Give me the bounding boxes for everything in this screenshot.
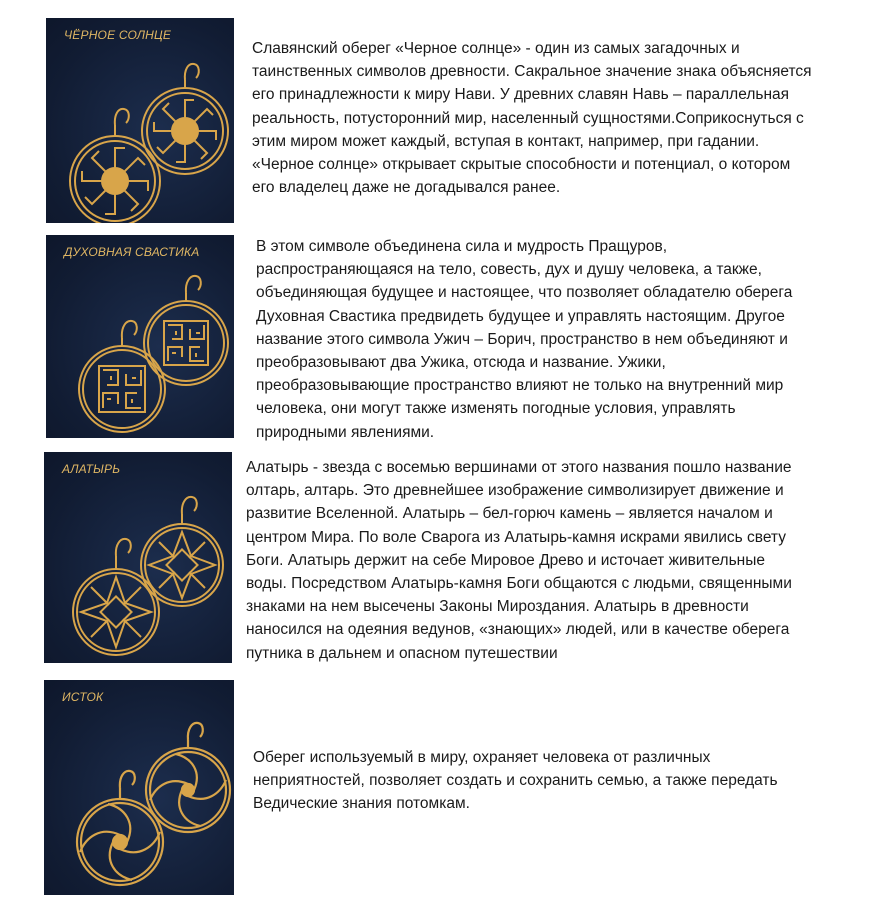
panel-title: ИСТОК (62, 690, 104, 704)
spiritual-svastika-earrings-icon (46, 235, 234, 438)
istok-spiral-earrings-icon (44, 680, 234, 895)
alatyr-panel (44, 452, 232, 663)
istok-description: Оберег используемый в миру, охраняет человека от различных неприятностей, позволяет создать и сохранить семью, а также передать Ведические знания потомкам. (253, 749, 778, 813)
alatyr-star-earrings-icon (44, 452, 232, 663)
black-sun-description: Славянский оберег «Черное солнце» - один из самых загадочных и таинственных символов древности. Сакральное значение знака объясняется его принадлежности к миру Нави. У древних славян Навь – параллельная реальность, потусторонний мир, населенный сущностями.Соприкоснуться с этим миром может каждый, вступая в контакт, например, при гадании. «Черное солнце» открывает скрытые способности и потенциал, о котором его владелец даже не догадывался ранее. (252, 40, 812, 197)
panel-title: ЧЁРНОЕ СОЛНЦЕ (64, 28, 172, 42)
spiritual-svastika-description: В этом символе объединена сила и мудрость Пращуров, распространяющаяся на тело, совесть, дух и душу человека, а также, объединяющая будущее и настоящее, что позволяет обладателю оберега Духовная Свастика предвидеть будущее и управлять настоящим. Другое название этого символа Ужич – Борич, пространство в нем объединяют и преобразовывают два Ужика, отсюда и название. Ужики, преобразовывающие пространство влияют не только на внутренний мир человека, они могут также изменять погодные условия, управлять природными явлениями. (256, 238, 793, 441)
spiritual-svastika-panel (46, 235, 234, 438)
istok-panel (44, 680, 234, 895)
panel-title: ДУХОВНАЯ СВАСТИКА (64, 245, 200, 259)
black-sun-panel (46, 18, 234, 223)
alatyr-description: Алатырь - звезда с восемью вершинами от этого названия пошло название олтарь, алтарь. Это древнейшее изображение символизирует движение и развитие Вселенной. Алатырь – бел-горюч камень – является началом и центром Мира. По воле Сварога из Алатырь-камня искрами явились свету Боги. Алатырь держит на себе Мировое Древо и источает живительные воды. Посредством Алатырь-камня Боги общаются с людьми, священными знаками на нем высечены Законы Мироздания. Алатырь в древности наносился на одеяния ведунов, «знающих» людей, или в качестве оберега путника в дальнем и опасном путешествии (246, 459, 792, 662)
panel-title: АЛАТЫРЬ (62, 462, 121, 476)
black-sun-earrings-icon (46, 18, 234, 223)
